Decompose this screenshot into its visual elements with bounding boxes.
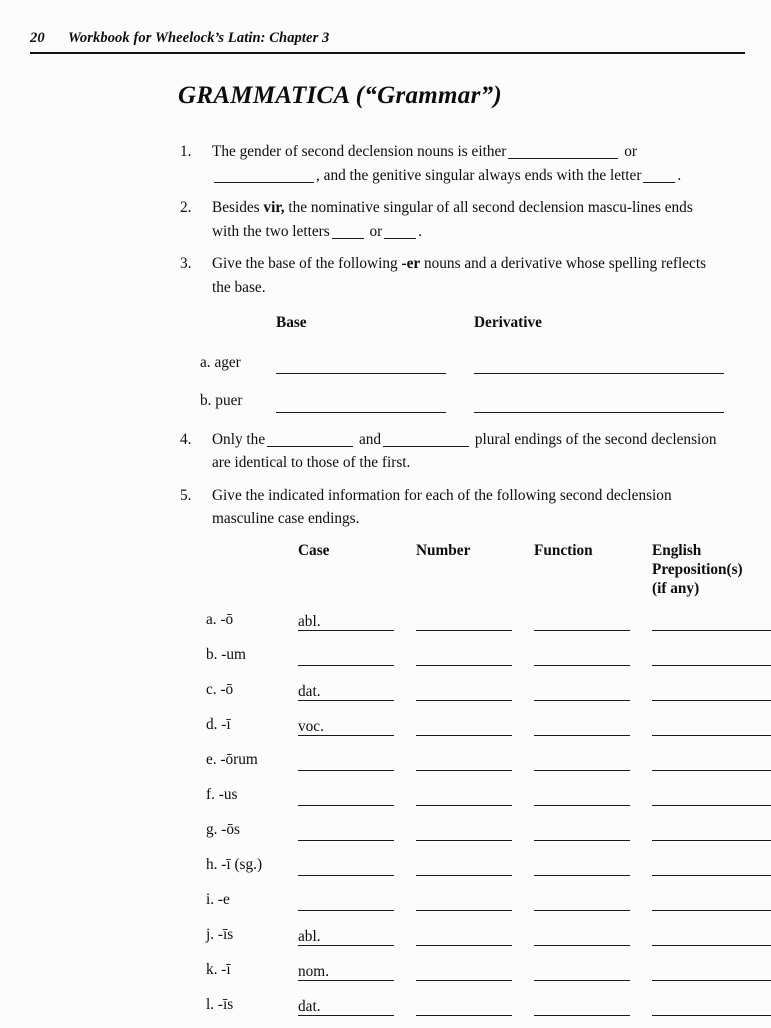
item-text	[212, 196, 718, 243]
item-1-segment-1: The gender of second declension nouns is either	[212, 143, 507, 160]
fill-in-blank[interactable]	[643, 169, 675, 183]
fill-in-blank[interactable]	[383, 433, 469, 447]
table-header-row	[200, 541, 743, 598]
answer-field-case[interactable]: abl.	[298, 614, 394, 631]
answer-field-function[interactable]	[534, 649, 630, 666]
fill-in-blank[interactable]	[384, 225, 416, 239]
item-text	[212, 428, 718, 475]
fill-in-blank[interactable]	[214, 169, 314, 183]
answer-field-base[interactable]	[276, 397, 446, 413]
item-3-segment-2: nouns and a derivative whose spelling reflects the base.	[212, 255, 707, 296]
answer-field-case[interactable]	[298, 754, 394, 771]
answer-field-english-preposition[interactable]	[652, 684, 771, 701]
answer-field-number[interactable]	[416, 614, 512, 631]
item-2-segment-3: or	[369, 222, 383, 240]
answer-field-english-preposition[interactable]	[652, 824, 771, 841]
row-label: c. -ō	[206, 680, 234, 698]
answer-field-function[interactable]	[534, 719, 630, 736]
answer-field-case[interactable]: nom.	[298, 964, 394, 981]
row-label: j. -īs	[206, 925, 234, 943]
answer-field-function[interactable]	[534, 684, 630, 701]
row-label: a. -ō	[206, 610, 234, 628]
page-header-line	[30, 30, 745, 47]
row-label: g. -ōs	[206, 820, 240, 838]
section-title: GRAMMATICA (“Grammar”)	[178, 82, 503, 109]
fill-in-blank[interactable]	[332, 225, 364, 239]
table-row	[200, 993, 718, 1017]
column-header-line-3: (if any)	[652, 579, 700, 597]
exercise-item-4	[178, 428, 718, 475]
answer-field-number[interactable]	[416, 824, 512, 841]
table-row	[200, 923, 718, 947]
table-row	[200, 713, 718, 737]
answer-field-english-preposition[interactable]	[652, 614, 771, 631]
item-number: 1.	[180, 143, 192, 160]
exercise-item-3	[178, 252, 718, 299]
row-label: e. -ōrum	[206, 750, 258, 768]
row-label: d. -ī	[206, 715, 231, 733]
answer-field-case[interactable]: abl.	[298, 929, 394, 946]
answer-field-case[interactable]	[298, 894, 394, 911]
table-row	[200, 608, 718, 632]
answer-field-english-preposition[interactable]	[652, 754, 771, 771]
row-label: b. -um	[206, 645, 246, 663]
table-row	[200, 853, 718, 877]
answer-field-case[interactable]	[298, 824, 394, 841]
item-text: Give the indicated information for each of the following second declension masculine case endings.	[212, 486, 672, 527]
column-header-base: Base	[276, 314, 307, 331]
answer-field-number[interactable]	[416, 649, 512, 666]
table-row	[200, 818, 718, 842]
answer-field-function[interactable]	[534, 894, 630, 911]
item-number: 2.	[180, 199, 192, 216]
page-header	[30, 30, 745, 54]
answer-field-case[interactable]	[298, 789, 394, 806]
row-label: i. -e	[206, 890, 230, 908]
table-row	[200, 958, 718, 982]
answer-field-case[interactable]	[298, 859, 394, 876]
table-row	[200, 783, 718, 807]
fill-in-blank[interactable]	[267, 433, 353, 447]
answer-field-number[interactable]	[416, 894, 512, 911]
exercise-item-1	[178, 140, 718, 187]
row-label: a. ager	[200, 353, 241, 371]
column-header-case: Case	[298, 541, 330, 559]
item-1-segment-2: or	[624, 143, 637, 160]
latin-term-vir: vir,	[263, 199, 285, 216]
answer-field-function[interactable]	[534, 824, 630, 841]
answer-field-number[interactable]	[416, 999, 512, 1016]
table-row	[200, 389, 718, 413]
answer-field-number[interactable]	[416, 789, 512, 806]
item-number: 3.	[180, 255, 192, 272]
column-header-derivative: Derivative	[474, 314, 542, 331]
answer-field-function[interactable]	[534, 999, 630, 1016]
answer-field-number[interactable]	[416, 964, 512, 981]
item-2-segment-4: .	[418, 222, 423, 240]
item-2-segment-2: the nominative singular of all second declension mascu-lines ends with the two letters	[212, 199, 693, 240]
item-1-segment-4: letter	[609, 166, 642, 184]
item-3-segment-1: Give the base of the following	[212, 255, 398, 272]
item-1-segment-5: .	[677, 166, 682, 184]
header-rule	[30, 52, 745, 54]
item-number: 5.	[180, 486, 192, 504]
answer-field-english-preposition[interactable]	[652, 894, 771, 911]
answer-field-function[interactable]	[534, 964, 630, 981]
running-title: Workbook for Wheelock’s Latin: Chapter 3	[68, 30, 330, 46]
column-header-line-1: English	[652, 541, 702, 559]
answer-field-case[interactable]: dat.	[298, 999, 394, 1016]
item-2-segment-1: Besides	[212, 199, 260, 216]
exercise-item-5	[178, 484, 718, 531]
row-label: k. -ī	[206, 960, 231, 978]
answer-field-english-preposition[interactable]	[652, 964, 771, 981]
table-row	[200, 643, 718, 667]
column-header-english-preposition	[652, 541, 771, 598]
answer-field-english-preposition[interactable]	[652, 719, 771, 736]
answer-field-number[interactable]	[416, 929, 512, 946]
answer-field-base[interactable]	[276, 358, 446, 374]
item-4-segment-3: plural endings of the second declension are identical to those of the first.	[212, 430, 717, 471]
table-row	[200, 678, 718, 702]
item-1-segment-3: , and the genitive singular always ends with the	[316, 166, 607, 184]
row-label: f. -us	[206, 785, 238, 803]
item-number: 4.	[180, 430, 192, 448]
fill-in-blank[interactable]	[508, 145, 618, 159]
answer-field-function[interactable]	[534, 789, 630, 806]
answer-field-derivative[interactable]	[474, 358, 724, 374]
page-number: 20	[30, 30, 45, 46]
answer-field-english-preposition[interactable]	[652, 649, 771, 666]
base-derivative-table	[178, 311, 718, 413]
row-label: b. puer	[200, 392, 243, 409]
table-row	[200, 888, 718, 912]
answer-field-case[interactable]	[298, 649, 394, 666]
row-label: h. -ī (sg.)	[206, 855, 263, 873]
case-endings-table	[178, 541, 743, 1017]
answer-field-function[interactable]	[534, 754, 630, 771]
column-header-line-2: Preposition(s)	[652, 560, 743, 578]
answer-field-function[interactable]	[534, 929, 630, 946]
answer-field-english-preposition[interactable]	[652, 999, 771, 1016]
answer-field-case[interactable]: voc.	[298, 719, 394, 736]
item-4-segment-1: Only the	[212, 430, 266, 448]
answer-field-number[interactable]	[416, 859, 512, 876]
answer-field-english-preposition[interactable]	[652, 859, 771, 876]
exercise-item-2	[178, 196, 718, 243]
case-endings-rows	[200, 608, 718, 1017]
exercise-list	[178, 140, 743, 1028]
item-text	[212, 140, 718, 187]
column-header-number: Number	[416, 541, 471, 559]
answer-field-english-preposition[interactable]	[652, 929, 771, 946]
answer-field-number[interactable]	[416, 684, 512, 701]
table-row	[200, 351, 718, 375]
answer-field-number[interactable]	[416, 719, 512, 736]
latin-term-er: -er	[401, 255, 421, 272]
item-text	[212, 252, 718, 299]
answer-field-english-preposition[interactable]	[652, 789, 771, 806]
answer-field-function[interactable]	[534, 859, 630, 876]
answer-field-case[interactable]: dat.	[298, 684, 394, 701]
answer-field-number[interactable]	[416, 754, 512, 771]
column-header-function: Function	[534, 541, 593, 559]
answer-field-function[interactable]	[534, 614, 630, 631]
item-4-segment-2: and	[358, 430, 382, 448]
answer-field-derivative[interactable]	[474, 397, 724, 413]
row-label: l. -īs	[206, 995, 234, 1013]
table-header-row	[200, 311, 718, 335]
table-row	[200, 748, 718, 772]
